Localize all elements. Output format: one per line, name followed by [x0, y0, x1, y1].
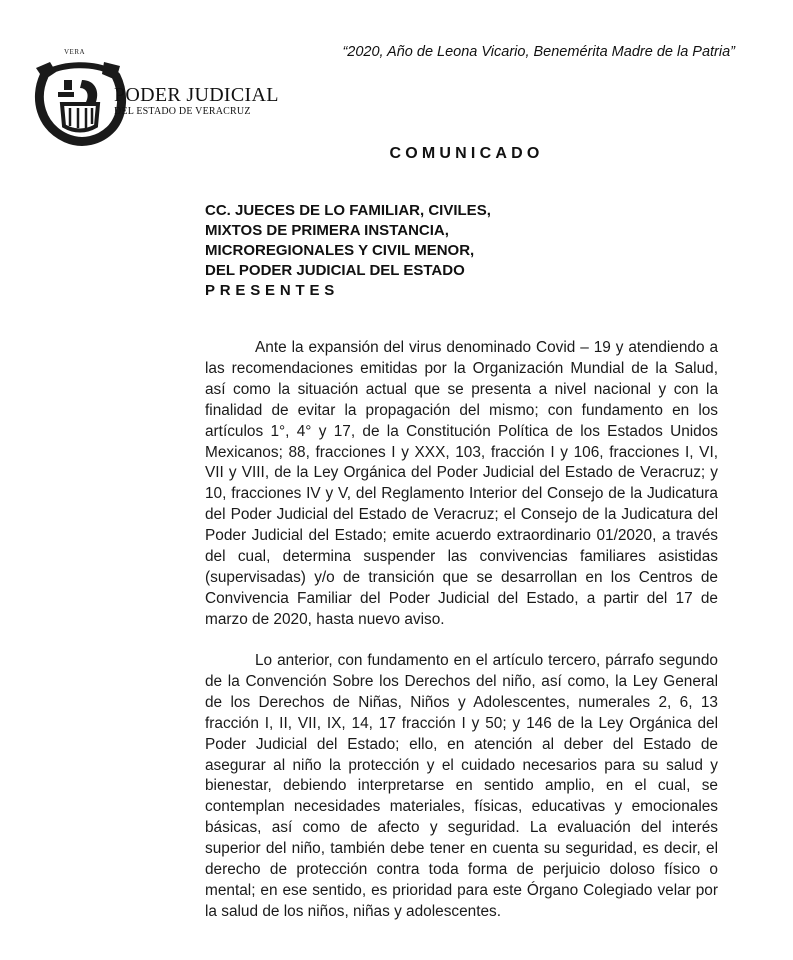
addressee-line: MIXTOS DE PRIMERA INSTANCIA, — [205, 222, 449, 239]
body-paragraph: Lo anterior, con fundamento en el artículo tercero, párrafo segundo de la Convención Sobre los Derechos del niño, así como, la Ley General de los Derechos de Niñas, Niños y Adolescentes, numerales 2, 6, 13 fracción I, II, VII, IX, 14, 17 fracción I y 50; y 146 de la Ley Orgánica del Poder Judicial del Estado; ello, en atención al deber del Estado de asegurar al niño la protección y el cuidado necesarios para su salud y bienestar, debiendo interpretarse en sentido amplio, en el cual, se contemplan necesidades materiales, físicas, educativas y emocionales básicas, así como de afecto y seguridad. La evaluación del interés superior del niño, también debe tener en cuenta su seguridad, es decir, el derecho de protección contra toda forma de perjuicio doloso físico o mental; en ese sentido, es prioridad para este Órgano Colegiado velar por la salud de los niños, niñas y adolescentes. — [205, 652, 718, 920]
addressee-block — [205, 201, 491, 301]
body-paragraph: Ante la expansión del virus denominado Covid – 19 y atendiendo a las recomendaciones emitidas por la Organización Mundial de la Salud, así como la situación actual que se presenta a nivel nacional y con la finalidad de evitar la propagación del mismo; con fundamento en los artículos 1°, 4° y 17, de la Constitución Política de los Estados Unidos Mexicanos; 88, fracciones I y XXX, 103, fracción I y 106, fracciones I, VI, VII y VIII, de la Ley Orgánica del Poder Judicial del Estado de Veracruz; y 10, fracciones IV y V, del Reglamento Interior del Consejo de la Judicatura del Poder Judicial del Estado de Veracruz; el Consejo de la Judicatura del Poder Judicial del Estado; emite acuerdo extraordinario 01/2020, a través del cual, determina suspender las convivencias familiares asistidas (supervisadas) y/o de transición que se desarrollan en los Centros de Convivencia Familiar del Poder Judicial del Estado, a partir del 17 de marzo de 2020, hasta nuevo aviso. — [205, 339, 718, 628]
institution-name: PODER JUDICIAL — [114, 84, 279, 106]
addressee-line: MICROREGIONALES Y CIVIL MENOR, — [205, 242, 475, 259]
document-title: COMUNICADO — [389, 145, 544, 162]
year-motto: “2020, Año de Leona Vicario, Benemérita Madre de la Patria” — [342, 44, 735, 60]
logo-small-text: VERA — [64, 48, 86, 56]
addressee-line: DEL PODER JUDICIAL DEL ESTADO — [205, 262, 465, 279]
addressee-presentes: PRESENTES — [205, 282, 340, 299]
addressee-line: CC. JUECES DE LO FAMILIAR, CIVILES, — [205, 202, 491, 219]
institution-subtitle: DEL ESTADO DE VERACRUZ — [114, 106, 251, 117]
